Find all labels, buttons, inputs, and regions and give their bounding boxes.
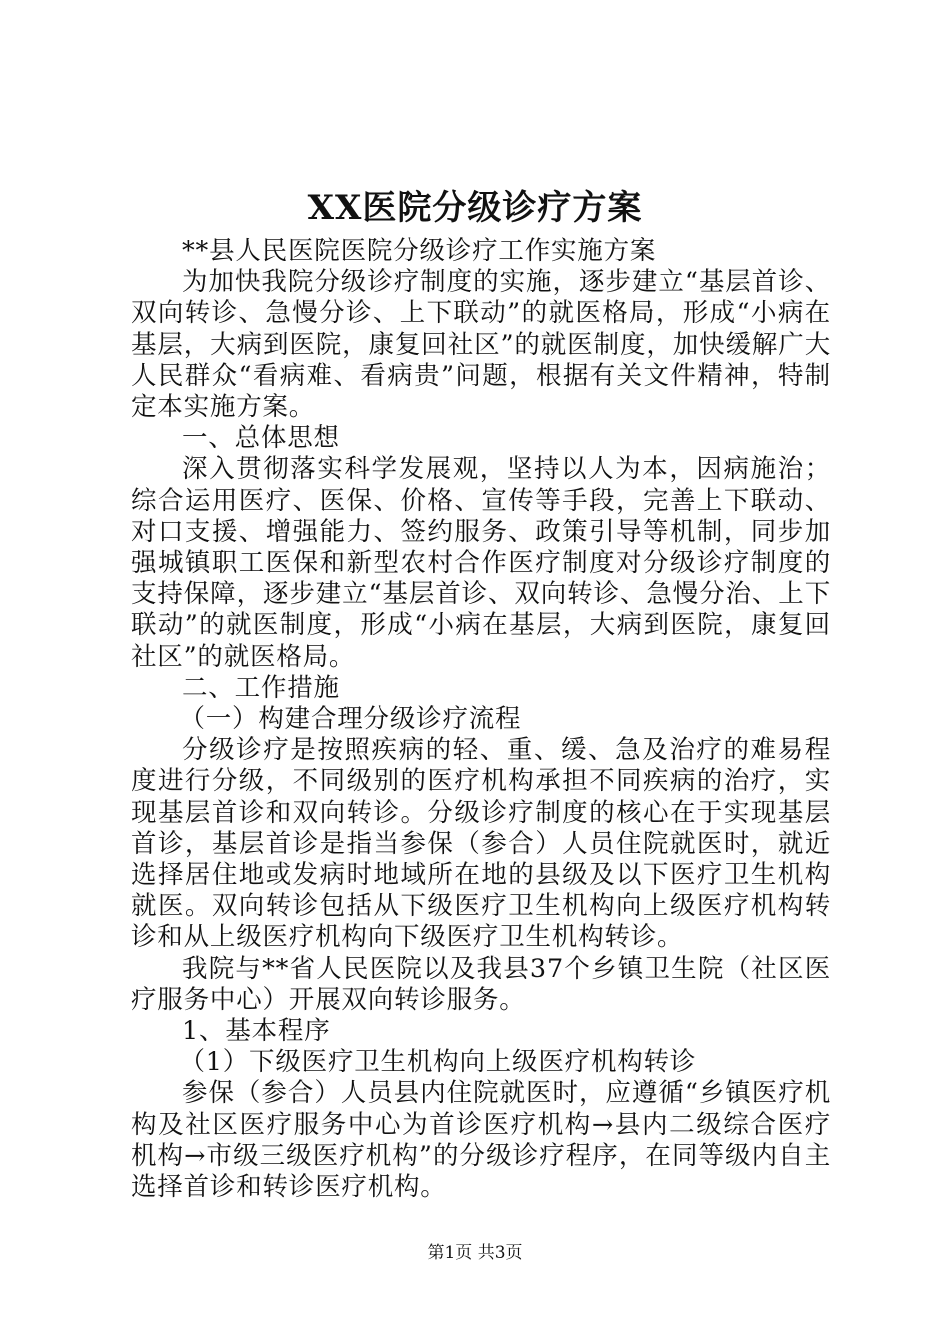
overall-thinking-paragraph: 深入贯彻落实科学发展观，坚持以人为本，因病施治；综合运用医疗、医保、价格、宣传等手段，完善上下联动、对口支援、增强能力、签约服务、政策引导等机制，同步加强城镇职工医保和新型农村合作医疗制度对分级诊疗制度的支持保障，逐步建立“基层首诊、双向转诊、急慢分治、上下联动”的就医制度，形成“小病在基层，大病到医院，康复回社区”的就医格局。 [131,454,831,672]
process-paragraph: 分级诊疗是按照疾病的轻、重、缓、急及治疗的难易程度进行分级，不同级别的医疗机构承担不同疾病的治疗，实现基层首诊和双向转诊。分级诊疗制度的核心在于实现基层首诊，基层首诊是指当参保（参合）人员住院就医时，就近选择居住地或发病时地域所在地的县级及以下医疗卫生机构就医。双向转诊包括从下级医疗卫生机构向上级医疗机构转诊和从上级医疗机构向下级医疗卫生机构转诊。 [131,735,831,953]
page-number-footer: 第1页 共3页 [427,1243,523,1263]
upward-referral-paragraph: 参保（参合）人员县内住院就医时，应遵循“乡镇医疗机构及社区医疗服务中心为首诊医疗机构→县内二级综合医疗机构→市级三级医疗机构”的分级诊疗程序，在同等级内自主选择首诊和转诊医疗机构。 [131,1078,831,1203]
intro-paragraph: 为加快我院分级诊疗制度的实施，逐步建立“基层首诊、双向转诊、急慢分诊、上下联动”的就医格局，形成“小病在基层，大病到医院，康复回社区”的就医制度，加快缓解广大人民群众“看病难、看病贵”问题，根据有关文件精神，特制定本实施方案。 [131,267,831,423]
subtitle-paragraph: **县人民医院医院分级诊疗工作实施方案 [182,236,657,266]
section-heading-basic-procedure: 1、基本程序 [182,1016,331,1047]
section-heading-overall-thinking: 一、总体思想 [182,423,340,454]
referral-service-paragraph: 我院与**省人民医院以及我县37个乡镇卫生院（社区医疗服务中心）开展双向转诊服务。 [131,953,831,1015]
document-title: XX医院分级诊疗方案 [307,188,643,228]
subsection-heading-upward-referral: （1）下级医疗卫生机构向上级医疗机构转诊 [179,1047,697,1078]
section-heading-work-measures: 二、工作措施 [182,672,340,703]
subsection-heading-process: （一）构建合理分级诊疗流程 [179,704,522,735]
document-body [131,236,831,1203]
